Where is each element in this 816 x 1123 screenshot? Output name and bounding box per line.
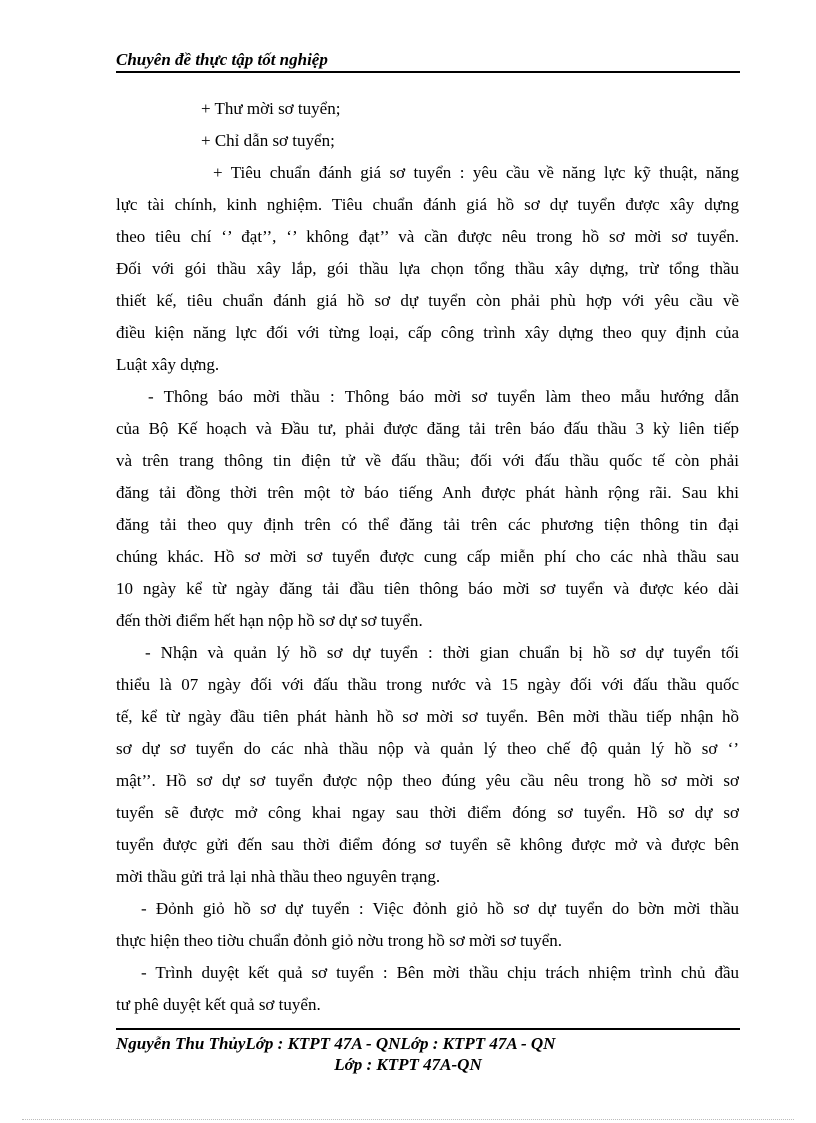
paragraph-line: tuyển sẽ được mở công khai ngay sau thời điểm đóng sơ tuyển. Hồ sơ dự sơ xyxy=(116,803,739,822)
footer-class: Lớp : KTPT 47A-QN xyxy=(334,1055,482,1074)
paragraph-line: - Trình duyệt kết quả sơ tuyển : Bên mời thầu chịu trách nhiệm trình chủ đầu xyxy=(141,963,739,982)
paragraph-line: Đối với gói thầu xây lắp, gói thầu lựa chọn tổng thầu xây dựng, trừ tổng thầu xyxy=(116,259,739,278)
document-body xyxy=(116,93,739,1021)
page-header xyxy=(116,49,740,73)
paragraph-line: đến thời điểm hết hạn nộp hồ sơ dự sơ tuyển. xyxy=(116,611,423,630)
paragraph-line: thiết kế, tiêu chuẩn đánh giá hồ sơ dự tuyển còn phải phù hợp với yêu cầu về xyxy=(116,291,739,310)
paragraph-line: Luật xây dựng. xyxy=(116,355,220,374)
page-bottom-edge xyxy=(22,1119,794,1120)
paragraph-line: mật’’. Hồ sơ dự sơ tuyển được nộp theo đúng yêu cầu nêu trong hồ sơ mời sơ xyxy=(116,771,739,790)
paragraph-line: sơ dự sơ tuyển do các nhà thầu nộp và quản lý theo chế độ quản lý hồ sơ ‘’ xyxy=(116,739,739,758)
paragraph-line: + Tiêu chuẩn đánh giá sơ tuyển : yêu cầu về năng lực kỹ thuật, năng xyxy=(213,163,739,182)
footer-divider xyxy=(116,1028,740,1030)
paragraph-line: chúng khác. Hồ sơ mời sơ tuyển được cung cấp miễn phí cho các nhà thầu sau xyxy=(116,547,739,566)
paragraph-line: thiểu là 07 ngày đối với đấu thầu trong nước và 15 ngày đối với đấu thầu quốc xyxy=(116,675,739,694)
paragraph-line: đăng tải theo quy định trên có thể đăng tải trên các phương tiện thông tin đại xyxy=(116,515,739,534)
paragraph-line: của Bộ Kế hoạch và Đầu tư, phải được đăng tải trên báo đấu thầu 3 kỳ liên tiếp xyxy=(116,419,739,438)
paragraph-line: lực tài chính, kinh nghiệm. Tiêu chuẩn đánh giá hồ sơ dự tuyển được xây dựng xyxy=(116,195,739,214)
header-title: Chuyên đề thực tập tốt nghiệp xyxy=(116,50,328,69)
paragraph-line: tư phê duyệt kết quả sơ tuyển. xyxy=(116,995,321,1014)
paragraph-line: mời thầu gửi trả lại nhà thầu theo nguyên trạng. xyxy=(116,867,441,886)
paragraph-line: và trên trang thông tin điện tử về đấu thầu; đối với đấu thầu quốc tế còn phải xyxy=(116,451,739,470)
list-item-instructions: + Chỉ dẫn sơ tuyển; xyxy=(201,131,335,150)
paragraph-line: - Đỏnh giỏ hồ sơ dự tuyển : Việc đỏnh giỏ hồ sơ dự tuyển do bờn mời thầu xyxy=(141,899,739,918)
paragraph-line: tuyển được gửi đến sau thời điểm đóng sơ tuyển sẽ không được mở và được bên xyxy=(116,835,739,854)
paragraph-line: - Nhận và quản lý hồ sơ dự tuyển : thời gian chuẩn bị hồ sơ dự tuyển tối xyxy=(145,643,739,662)
paragraph-line: tế, kể từ ngày đầu tiên phát hành hồ sơ mời sơ tuyển. Bên mời thầu tiếp nhận hồ xyxy=(116,707,739,726)
paragraph-line: - Thông báo mời thầu : Thông báo mời sơ tuyển làm theo mẫu hướng dẫn xyxy=(148,387,739,406)
footer-author: Nguyễn Thu ThủyLớp : KTPT 47A - QNLớp : KTPT 47A - QN xyxy=(116,1034,556,1053)
paragraph-line: điều kiện năng lực đối với từng loại, cấp công trình xây dựng theo quy định của xyxy=(116,323,739,342)
paragraph-line: 10 ngày kể từ ngày đăng tải đầu tiên thông báo mời sơ tuyển và được kéo dài xyxy=(116,579,739,598)
paragraph-line: theo tiêu chí ‘’ đạt’’, ‘’ không đạt’’ và cần được nêu trong hồ sơ mời sơ tuyển. xyxy=(116,227,739,246)
paragraph-line: thực hiện theo tiờu chuẩn đỏnh giỏ nờu trong hồ sơ mời sơ tuyển. xyxy=(116,931,563,950)
list-item-invitation: + Thư mời sơ tuyển; xyxy=(201,99,341,118)
paragraph-line: đăng tải đồng thời trên một tờ báo tiếng Anh được phát hành rộng rãi. Sau khi xyxy=(116,483,739,502)
